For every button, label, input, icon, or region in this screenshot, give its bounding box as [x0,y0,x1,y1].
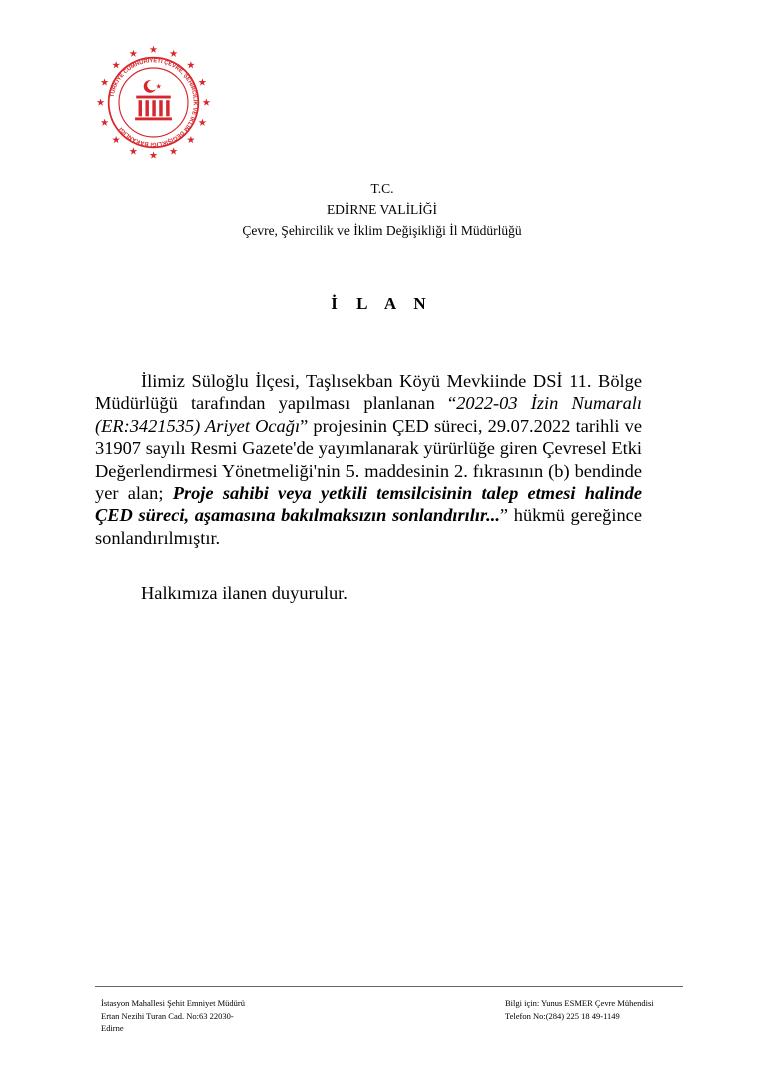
closing-statement: Halkımıza ilanen duyurulur. [141,583,348,603]
contact-line-2: Telefon No:(284) 225 18 49-1149 [505,1010,620,1021]
body-part-1: İlimiz Süloğlu İlçesi, Taşlısekban Köyü Mevkiinde DSİ 11. Bölge Müdürlüğü tarafından yapılması planlanan “ [95,371,642,414]
body-part-2: ” projesinin ÇED süreci, 29.07.2022 tarihli ve 31907 sayılı Resmi Gazete'de yayımlanarak yürürlüğe giren Çevresel Etki Değerlendirmesi Yönetmeliği'nin 5. maddesinin 2. fıkrasının (b) bendinde yer alan; [95,415,642,504]
document-title: İ L A N [331,294,433,313]
address-line-1: İstasyon Mahallesi Şehit Emniyet Müdürü [101,998,246,1008]
footer-address [101,997,271,1035]
header-tc: T.C. [370,181,394,196]
header-directorate: Çevre, Şehircilik ve İklim Değişikliği İl Müdürlüğü [242,223,522,238]
address-line-2: Ertan Nezihi Turan Cad. No:63 22030- [101,1010,234,1021]
seal-ring-text: TÜRKİYE CUMHURİYETİ ÇEVRE, ŞEHİRCİLİK VE İKLİM DEĞİŞİKLİĞİ BAKANLIĞI [109,58,198,147]
project-name: 2022-03 İzin Numaralı (ER:3421535) Ariyet Ocağı [95,393,642,436]
document-header [0,178,764,241]
regulation-quote: Proje sahibi veya yetkili temsilcisinin talep etmesi halinde ÇED süreci, aşamasına bakılmaksızın sonlandırılır... [95,483,642,526]
ministry-seal-icon [96,45,211,160]
body-part-3: ” hükmü gereğince sonlandırılmıştır. [95,505,642,548]
footer-contact [505,997,705,1022]
footer-divider [95,986,683,987]
address-line-3: Edirne [101,1023,124,1034]
contact-line-1: Bilgi için: Yunus ESMER Çevre Mühendisi [505,998,654,1008]
announcement-body [95,370,642,549]
announcement-paragraph [95,370,642,549]
header-governorship: EDİRNE VALİLİĞİ [326,202,438,217]
